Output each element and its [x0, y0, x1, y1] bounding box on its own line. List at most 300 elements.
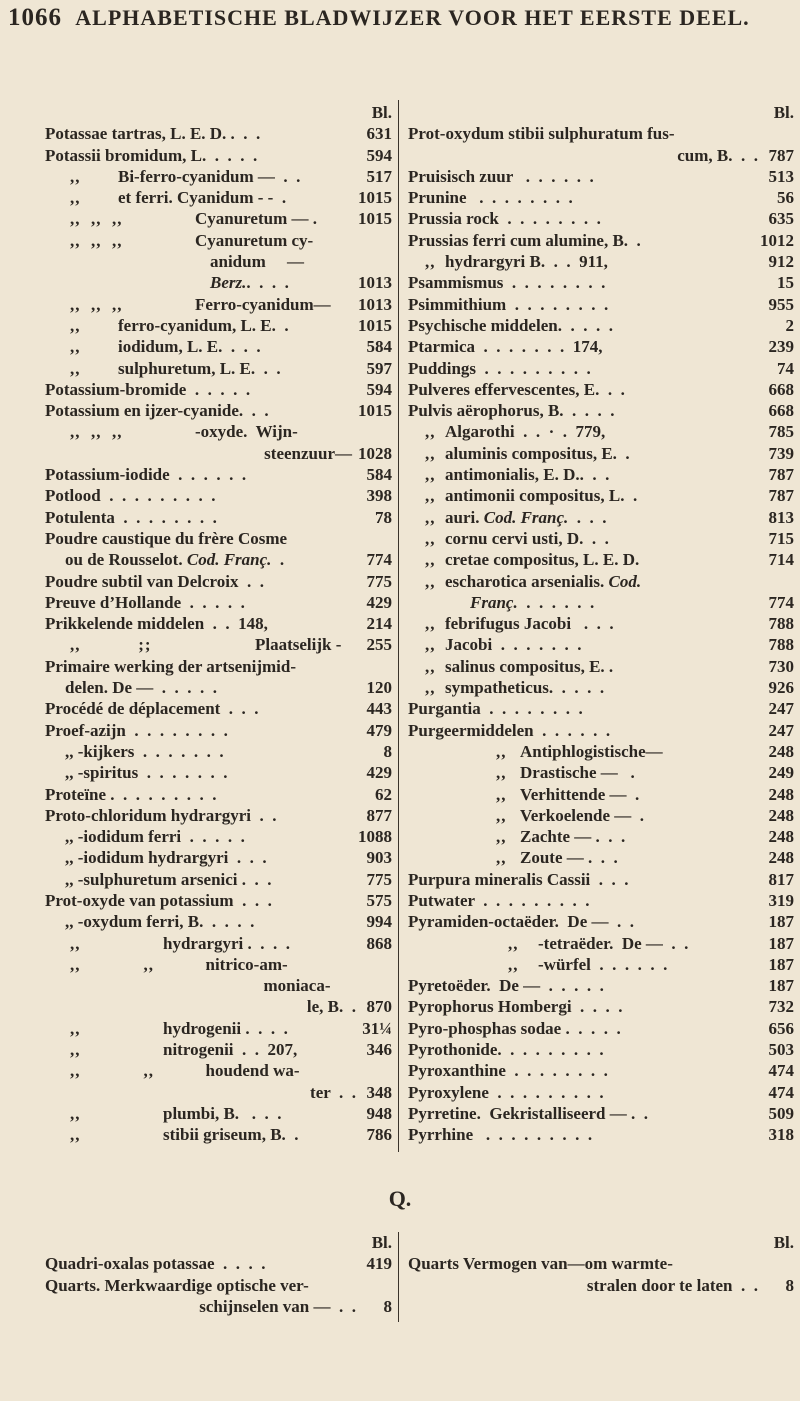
page-reference: 8 [383, 1296, 392, 1316]
page-reference: 870 [366, 997, 392, 1017]
entry-text-part: Poudre subtil van Delcroix . . [45, 571, 264, 591]
entry-text-part: nitrico-am- [163, 954, 288, 974]
index-entry [408, 996, 794, 1017]
index-entry [408, 443, 794, 464]
entry-text-part: stibii griseum, B. . [163, 1125, 299, 1145]
entry-text-part: Putwater . . . . . . . . . [408, 890, 590, 910]
entry-text-part: Pyretoëder. De — . . . . . [408, 976, 604, 996]
index-entry [408, 400, 794, 421]
index-entry [408, 762, 794, 783]
entry-text-part: antimonialis, E. D.. . . [445, 465, 610, 485]
index-entry [408, 251, 794, 272]
entry-text [45, 805, 362, 826]
ditto-marks: ,, ,, ,, [70, 209, 123, 229]
entry-text [408, 315, 764, 336]
column-label: Bl. [371, 1233, 392, 1252]
index-entry [408, 1275, 794, 1296]
entry-text [408, 1124, 764, 1145]
column-label: Bl. [773, 103, 794, 122]
index-entry [45, 528, 392, 549]
page-reference: 787 [768, 486, 794, 506]
page-reference: 1028 [358, 443, 392, 463]
page-reference: 479 [366, 720, 392, 740]
ditto-marks: ,, [425, 507, 436, 527]
page-reference: 248 [768, 805, 794, 825]
index-entry [408, 911, 794, 932]
index-entry [45, 1018, 392, 1039]
index-entry [45, 272, 392, 293]
ditto-marks: ,, [70, 1125, 81, 1145]
page-reference: 1088 [358, 827, 392, 847]
index-entry [408, 677, 794, 698]
entry-text [45, 1296, 362, 1317]
entry-text-part: Procédé de déplacement . . . [45, 699, 259, 719]
page-reference: 429 [366, 763, 392, 783]
entry-text-part: Psammismus . . . . . . . . [408, 273, 606, 293]
entry-text-part: Purgeermiddelen . . . . . . [408, 720, 611, 740]
entry-text-part: Zoute — . . . [520, 848, 618, 868]
page-reference: 739 [768, 443, 794, 463]
entry-text-part: Preuve d’Hollande . . . . . [45, 592, 245, 612]
ditto-marks: ,, [425, 252, 436, 272]
page-reference: 187 [768, 933, 794, 953]
entry-text [408, 762, 764, 783]
entry-text-part: houdend wa- [163, 1061, 300, 1081]
index-entry [408, 656, 794, 677]
entry-text [408, 869, 764, 890]
page-reference [362, 975, 392, 996]
entry-text [45, 528, 362, 549]
entry-text-part: Antiphlogistische— [520, 741, 663, 761]
page-reference: 239 [768, 337, 794, 357]
entry-text [45, 869, 362, 890]
index-entry [45, 571, 392, 592]
entry-text [408, 1039, 764, 1060]
entry-text [408, 741, 764, 762]
index-entry [45, 315, 392, 336]
page-reference: 74 [777, 358, 794, 378]
index-entry [45, 847, 392, 868]
column-label: Bl. [371, 103, 392, 122]
entry-text-part: Poudre caustique du frère Cosme [45, 528, 288, 548]
entry-italic-text: Cod. [608, 571, 642, 591]
entry-text-part: Pulvis aërophorus, B. . . . . [408, 401, 615, 421]
page-reference [362, 656, 392, 677]
page-reference: 513 [768, 166, 794, 186]
entry-text [45, 826, 358, 847]
page-reference: 730 [768, 656, 794, 676]
ditto-marks: ,, [70, 1103, 81, 1123]
page-reference: 319 [768, 890, 794, 910]
index-entry [408, 1124, 794, 1145]
entry-text [45, 762, 362, 783]
ditto-marks: ,, [70, 1018, 81, 1038]
page-reference: 120 [366, 678, 392, 698]
entry-text [408, 592, 764, 613]
entry-text-part: Quarts Vermogen van—om warmte- [408, 1254, 673, 1274]
entry-text-part: Verhittende — . [520, 784, 640, 804]
entry-text-part: Potulenta . . . . . . . . [45, 507, 217, 527]
page-reference: 631 [366, 124, 392, 144]
index-entry [408, 549, 794, 570]
page-reference: 1013 [358, 294, 392, 314]
page-reference: 255 [366, 635, 392, 655]
entry-text-part: ,, -iodidum hydrargyri . . . [65, 848, 267, 868]
page-reference: 948 [366, 1103, 392, 1123]
entry-text [45, 911, 362, 932]
index-entry [45, 656, 392, 677]
page-reference: 517 [366, 166, 392, 186]
entry-text-part: salinus compositus, E. . [445, 656, 614, 676]
entry-text-part: hydrargyri B. . . 911, [445, 252, 608, 272]
index-entry [45, 613, 392, 634]
index-entry [408, 464, 794, 485]
entry-text [45, 571, 362, 592]
page-reference: 474 [768, 1082, 794, 1102]
entry-text-part: Prikkelende middelen . . 148, [45, 614, 268, 634]
ditto-marks: ,, [70, 933, 81, 953]
index-entry [45, 443, 392, 464]
column-label: Bl. [773, 1233, 794, 1252]
entry-text-part: Purgantia . . . . . . . . [408, 699, 583, 719]
entry-text-part: cum, B. . . [677, 145, 758, 165]
entry-text [408, 1018, 764, 1039]
index-entry [408, 208, 794, 229]
entry-text [408, 507, 764, 528]
ditto-marks: ,, [496, 827, 507, 847]
entry-text-part: Proto-chloridum hydrargyri . . [45, 805, 277, 825]
entry-text-part: sulphuretum, L. E. . . [118, 358, 281, 378]
entry-text [408, 294, 764, 315]
page-title: ALPHABETISCHE BLADWIJZER VOOR HET EERSTE DEEL. [75, 5, 750, 30]
index-column-left-q [45, 1232, 392, 1317]
page-reference: 817 [768, 869, 794, 889]
entry-text-part: . . . . [246, 273, 289, 293]
page-reference: 1013 [358, 273, 392, 293]
index-entry [45, 1275, 392, 1296]
entry-text [45, 464, 362, 485]
entry-text-part: Ferro-cyanidum— [195, 294, 331, 314]
entry-text-part: cretae compositus, L. E. D. [445, 550, 640, 570]
entry-text [45, 443, 358, 464]
entry-text-part: Pyro-phosphas sodae . . . . . [408, 1018, 621, 1038]
entry-text-part: Pulveres effervescentes, E. . . [408, 379, 625, 399]
entry-text-part: -tetraëder. De — . . [538, 933, 689, 953]
entry-text [408, 954, 764, 975]
entry-text-part: . [271, 550, 285, 570]
entry-text [408, 421, 764, 442]
entry-text-part: Prussia rock . . . . . . . . [408, 209, 601, 229]
index-entry [408, 784, 794, 805]
entry-text [45, 890, 362, 911]
entry-text-part: ferro-cyanidum, L. E. . [118, 315, 289, 335]
page-reference: 868 [366, 933, 392, 953]
entry-text [45, 400, 358, 421]
page-reference: 56 [777, 188, 794, 208]
entry-text [408, 272, 764, 293]
page-reference: 955 [768, 294, 794, 314]
entry-text [408, 485, 764, 506]
entry-text-part: Pyrothonide. . . . . . . . . [408, 1040, 604, 1060]
page-number: 1066 [8, 4, 62, 31]
page-reference: 419 [366, 1254, 392, 1274]
index-entry [408, 741, 794, 762]
entry-text-part: Pruisisch zuur . . . . . . [408, 166, 594, 186]
entry-text [408, 251, 764, 272]
index-entry [45, 507, 392, 528]
entry-text-part: stralen door te laten . . [586, 1275, 758, 1295]
page-reference: 597 [366, 358, 392, 378]
page-reference: 786 [366, 1125, 392, 1145]
index-entry [45, 1039, 392, 1060]
entry-text-part: Jacobi . . . . . . . [445, 635, 582, 655]
page-reference [362, 421, 392, 442]
page-reference: 785 [768, 422, 794, 442]
entry-text-part: ter . . [310, 1082, 356, 1102]
entry-text [45, 656, 362, 677]
index-entry [408, 954, 794, 975]
ditto-marks: ,, [496, 784, 507, 804]
index-entry [408, 272, 794, 293]
entry-text-part: Zachte — . . . [520, 827, 626, 847]
entry-text [408, 443, 764, 464]
page-reference: 668 [768, 401, 794, 421]
entry-text-part: Potassii bromidum, L. . . . . [45, 145, 258, 165]
page-reference: 398 [366, 486, 392, 506]
page-reference: 474 [768, 1061, 794, 1081]
page-reference: 503 [768, 1040, 794, 1060]
ditto-marks: ,, ;; [70, 635, 152, 655]
page-reference: 594 [366, 379, 392, 399]
entry-text [408, 784, 764, 805]
index-entry [45, 1082, 392, 1103]
entry-text [45, 847, 362, 868]
entry-text [45, 613, 362, 634]
index-entry [45, 208, 392, 229]
entry-text-part: hydrargyri . . . . [163, 933, 291, 953]
entry-text-part: febrifugus Jacobi . . . [445, 614, 614, 634]
entry-text [408, 528, 764, 549]
ditto-marks: ,, ,, ,, [70, 422, 123, 442]
page-reference [362, 1060, 392, 1081]
page-reference [362, 1275, 392, 1296]
index-entry [408, 294, 794, 315]
entry-text [408, 464, 764, 485]
index-entry [408, 933, 794, 954]
page-reference: 249 [768, 763, 794, 783]
page-reference: 1015 [358, 188, 392, 208]
ditto-marks: ,, [496, 741, 507, 761]
entry-text [408, 1103, 764, 1124]
entry-italic-text: Berz. [210, 273, 247, 293]
entry-text [408, 975, 764, 996]
entry-text-part: Drastische — . [520, 763, 635, 783]
index-entry [45, 826, 392, 847]
index-entry [45, 954, 392, 975]
entry-text [45, 1124, 362, 1145]
entry-text-part: anidum — [210, 252, 304, 272]
index-entry [408, 145, 794, 166]
entry-text-part: Pyrretine. Gekristalliseerd — . . [408, 1103, 648, 1123]
page-reference: 732 [768, 997, 794, 1017]
entry-text-part: Cyanuretum cy- [195, 230, 314, 250]
ditto-marks: ,, [70, 188, 81, 208]
entry-text-part: Potassium-bromide . . . . . [45, 379, 251, 399]
entry-italic-text: Cod. Franç. [483, 507, 569, 527]
page-reference: 1015 [358, 315, 392, 335]
page-reference: 714 [768, 550, 794, 570]
index-entry [408, 869, 794, 890]
entry-text [45, 549, 362, 570]
index-entry [408, 166, 794, 187]
entry-text [45, 1253, 362, 1274]
index-entry [45, 1060, 392, 1081]
index-column-left [45, 102, 392, 1146]
entry-text-part: Puddings . . . . . . . . . [408, 358, 591, 378]
ditto-marks: ,, [425, 550, 436, 570]
index-entry [45, 294, 392, 315]
entry-text-part: auri. [445, 507, 484, 527]
entry-text [45, 996, 362, 1017]
index-entry [45, 400, 392, 421]
page-reference: 668 [768, 379, 794, 399]
entry-text-part: . . . [568, 507, 607, 527]
entry-text-part: Potlood . . . . . . . . . [45, 486, 216, 506]
entry-text-part: Verkoelende — . [520, 805, 645, 825]
page-reference: 1015 [358, 209, 392, 229]
page-reference: 774 [366, 550, 392, 570]
index-entry [45, 166, 392, 187]
column-divider-q [398, 1232, 399, 1322]
index-entry [45, 996, 392, 1017]
index-entry [45, 698, 392, 719]
entry-text-part: Prot-oxyde van potassium . . . [45, 890, 272, 910]
entry-text [408, 549, 764, 570]
entry-text-part: Ptarmica . . . . . . . 174, [408, 337, 603, 357]
index-entry [408, 123, 794, 144]
page-reference: 248 [768, 741, 794, 761]
entry-text-part: -würfel . . . . . . [538, 954, 668, 974]
entry-text-part: steenzuur— [264, 443, 352, 463]
page-reference: 903 [366, 848, 392, 868]
entry-text [408, 656, 764, 677]
ditto-marks: ,, [425, 656, 436, 676]
index-entry [408, 358, 794, 379]
entry-text [45, 379, 362, 400]
page-reference: 8 [383, 741, 392, 761]
index-entry [45, 890, 392, 911]
entry-text [408, 166, 764, 187]
entry-text [408, 400, 764, 421]
entry-text-part: Bi-ferro-cyanidum — . . [118, 166, 301, 186]
entry-text-part: Cyanuretum — . [195, 209, 317, 229]
page-reference: 912 [768, 252, 794, 272]
index-entry [408, 421, 794, 442]
index-entry [45, 230, 392, 251]
ditto-marks: ,, [496, 763, 507, 783]
index-entry [408, 1253, 794, 1274]
index-entry [45, 1296, 392, 1317]
index-entry [45, 720, 392, 741]
entry-text [45, 1082, 362, 1103]
entry-text [408, 826, 764, 847]
page-reference: 15 [777, 273, 794, 293]
ditto-marks: ,, [425, 635, 436, 655]
entry-text [408, 634, 764, 655]
entry-text [45, 1103, 362, 1124]
ditto-marks: ,, [425, 443, 436, 463]
index-entry [45, 1253, 392, 1274]
entry-text-part: Proef-azijn . . . . . . . . [45, 720, 228, 740]
entry-text-part: et ferri. Cyanidum - - . [118, 188, 287, 208]
entry-text-part: ou de Rousselot. [65, 550, 187, 570]
page-reference: 248 [768, 784, 794, 804]
index-entry [45, 1124, 392, 1145]
entry-text [408, 358, 764, 379]
index-entry [45, 358, 392, 379]
page-reference: 877 [366, 805, 392, 825]
page-reference: 443 [366, 699, 392, 719]
index-entry [45, 1103, 392, 1124]
entry-text-part: Pyroxylene . . . . . . . . . [408, 1082, 604, 1102]
entry-text [45, 358, 362, 379]
index-entry [45, 145, 392, 166]
index-entry [408, 507, 794, 528]
entry-text-part: ,, -spiritus . . . . . . . [65, 763, 228, 783]
entry-text [408, 1060, 764, 1081]
entry-text [408, 1253, 764, 1274]
entry-text [408, 1082, 764, 1103]
ditto-marks: ,, [70, 1040, 81, 1060]
entry-text-part: le, B. . [306, 997, 356, 1017]
entry-text [408, 1275, 764, 1296]
entry-text-part: Pyrophorus Hombergi . . . . [408, 997, 623, 1017]
index-entry [408, 379, 794, 400]
entry-text [45, 123, 362, 144]
entry-italic-text: Cod. Franç. [186, 550, 272, 570]
entry-text-part: Algarothi . . · . 779, [445, 422, 606, 442]
page-reference: 775 [366, 869, 392, 889]
page-reference: 788 [768, 614, 794, 634]
index-entry [45, 784, 392, 805]
entry-text-part: antimonii compositus, L. . [445, 486, 638, 506]
index-entry [408, 1060, 794, 1081]
ditto-marks: ,, ,, ,, [70, 230, 123, 250]
page-reference: 248 [768, 827, 794, 847]
entry-text [408, 720, 764, 741]
page-reference: 509 [768, 1103, 794, 1123]
index-entry [408, 613, 794, 634]
page-reference: 788 [768, 635, 794, 655]
page-reference: 78 [375, 507, 392, 527]
page-reference: 994 [366, 912, 392, 932]
entry-text [45, 336, 362, 357]
entry-text [45, 933, 362, 954]
page-reference [764, 123, 794, 144]
index-entry [408, 720, 794, 741]
page-reference: 31¼ [362, 1018, 392, 1038]
entry-text-part: sympatheticus. . . . . [445, 678, 605, 698]
entry-text-part: Potassium-iodide . . . . . . [45, 465, 247, 485]
index-entry [408, 698, 794, 719]
entry-text-part: ,, -sulphuretum arsenici . . . [65, 869, 272, 889]
entry-text-part: Prussias ferri cum alumine, B. . [408, 230, 641, 250]
index-entry [408, 847, 794, 868]
page-reference [764, 1253, 794, 1274]
entry-text-part: hydrogenii . . . . [163, 1018, 288, 1038]
index-entry [45, 123, 392, 144]
column-divider [398, 100, 399, 1152]
